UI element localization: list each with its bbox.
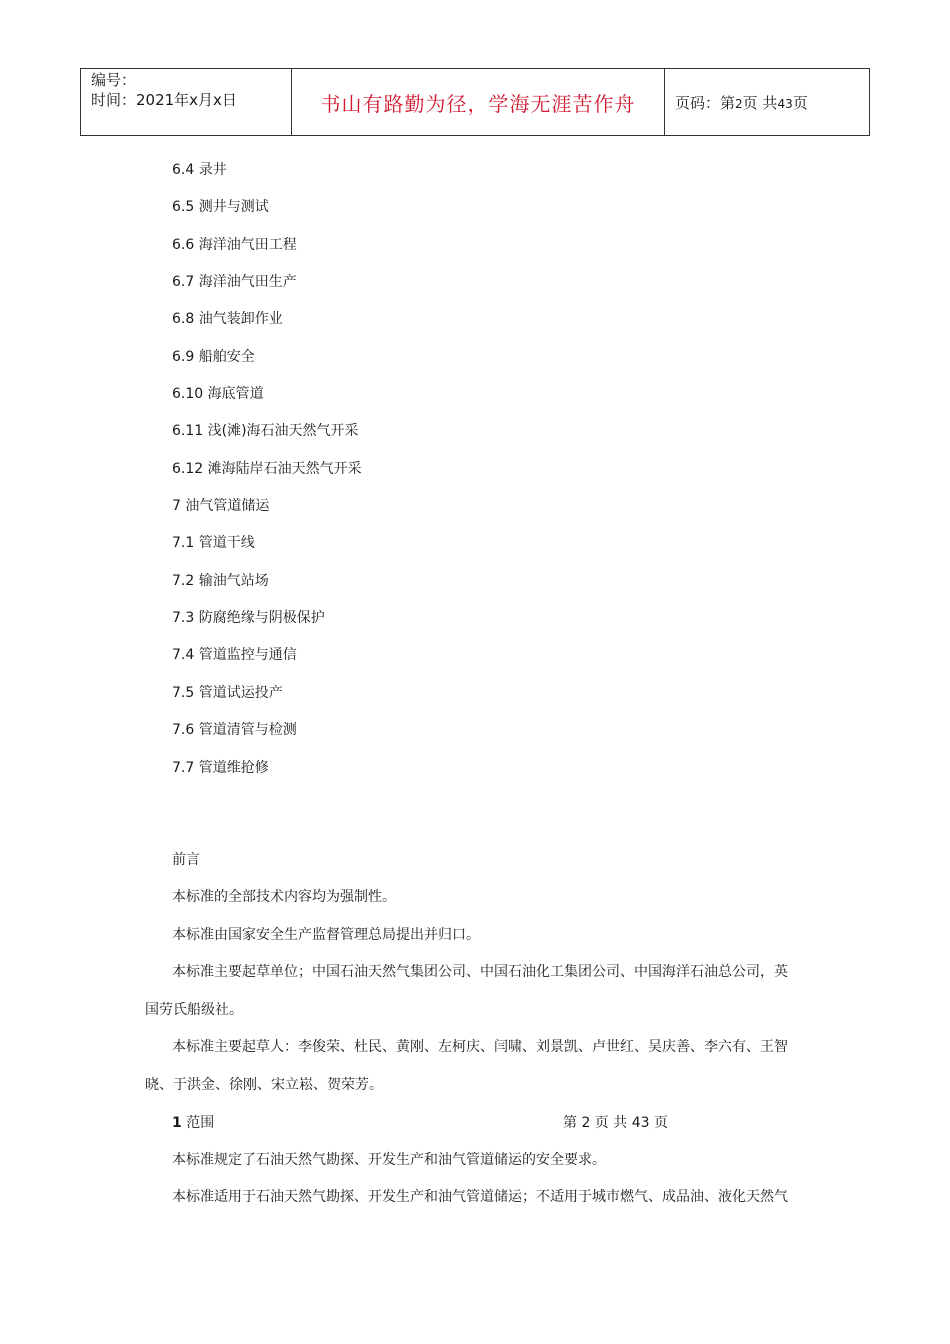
- scope-paragraph: 本标准规定了石油天然气勘探、开发生产和油气管道储运的安全要求。: [172, 1152, 606, 1168]
- foreword-paragraph: 本标准的全部技术内容均为强制性。: [172, 889, 396, 905]
- page-total: 43: [777, 96, 793, 111]
- toc-item: 7.1 管道干线: [172, 535, 255, 552]
- section-number: 1: [172, 1115, 182, 1131]
- toc-item: 6.7 海洋油气田生产: [172, 274, 297, 291]
- toc-item: 7.2 输油气站场: [172, 572, 269, 589]
- header-info-cell: [81, 69, 292, 136]
- toc-item: 6.12 滩海陆岸石油天然气开采: [172, 460, 362, 477]
- toc-item: 7.7 管道维抢修: [172, 759, 269, 776]
- table-of-contents: [172, 158, 362, 793]
- toc-item: 6.8 油气装卸作业: [172, 311, 283, 328]
- foreword-paragraph-continued: 国劳氏船级社。: [145, 1002, 243, 1018]
- toc-item: 7.4 管道监控与通信: [172, 647, 297, 664]
- scope-paragraph: 本标准适用于石油天然气勘探、开发生产和油气管道储运；不适用于城市燃气、成品油、液化天然气: [172, 1189, 788, 1205]
- page-suffix: 页: [792, 93, 808, 112]
- motto: 书山有路勤为径，学海无涯苦作舟: [292, 69, 665, 136]
- foreword-paragraph: 本标准主要起草人：李俊荣、杜民、黄刚、左柯庆、闫啸、刘景凯、卢世红、吴庆善、李六有、王智: [172, 1039, 788, 1055]
- toc-item: 6.4 录井: [172, 162, 227, 178]
- foreword-paragraph: 本标准主要起草单位；中国石油天然气集团公司、中国石油化工集团公司、中国海洋石油总公司，英: [172, 964, 788, 980]
- toc-item: 6.10 海底管道: [172, 386, 264, 403]
- toc-item: 6.11 浅(滩)海石油天然气开采: [172, 423, 359, 440]
- toc-item: 6.9 船舶安全: [172, 348, 255, 365]
- section-heading: [145, 1113, 805, 1133]
- toc-item: 6.6 海洋油气田工程: [172, 236, 297, 253]
- foreword-title: 前言: [172, 852, 200, 868]
- page-footer: 第 2 页 共 43 页: [563, 1115, 668, 1131]
- toc-item: 7 油气管道储运: [172, 498, 270, 515]
- toc-item: 6.5 测井与测试: [172, 199, 269, 216]
- foreword-paragraph: 本标准由国家安全生产监督管理总局提出并归口。: [172, 927, 480, 943]
- toc-item: 7.3 防腐绝缘与阴极保护: [172, 610, 325, 627]
- toc-item: 7.5 管道试运投产: [172, 684, 283, 701]
- page-current: 2: [735, 96, 743, 111]
- time-label: 时间：2021年x月x日: [91, 91, 237, 109]
- page-indicator: [665, 69, 870, 136]
- header-table: [80, 68, 870, 136]
- number-label: 编号：: [91, 71, 137, 89]
- page-mid: 页 共: [742, 93, 778, 112]
- foreword-paragraph-continued: 晓、于洪金、徐刚、宋立崧、贺荣芳。: [145, 1077, 383, 1093]
- page-label-prefix: 页码：第: [675, 93, 736, 112]
- toc-item: 7.6 管道清管与检测: [172, 722, 297, 739]
- section-title: 范围: [186, 1115, 215, 1131]
